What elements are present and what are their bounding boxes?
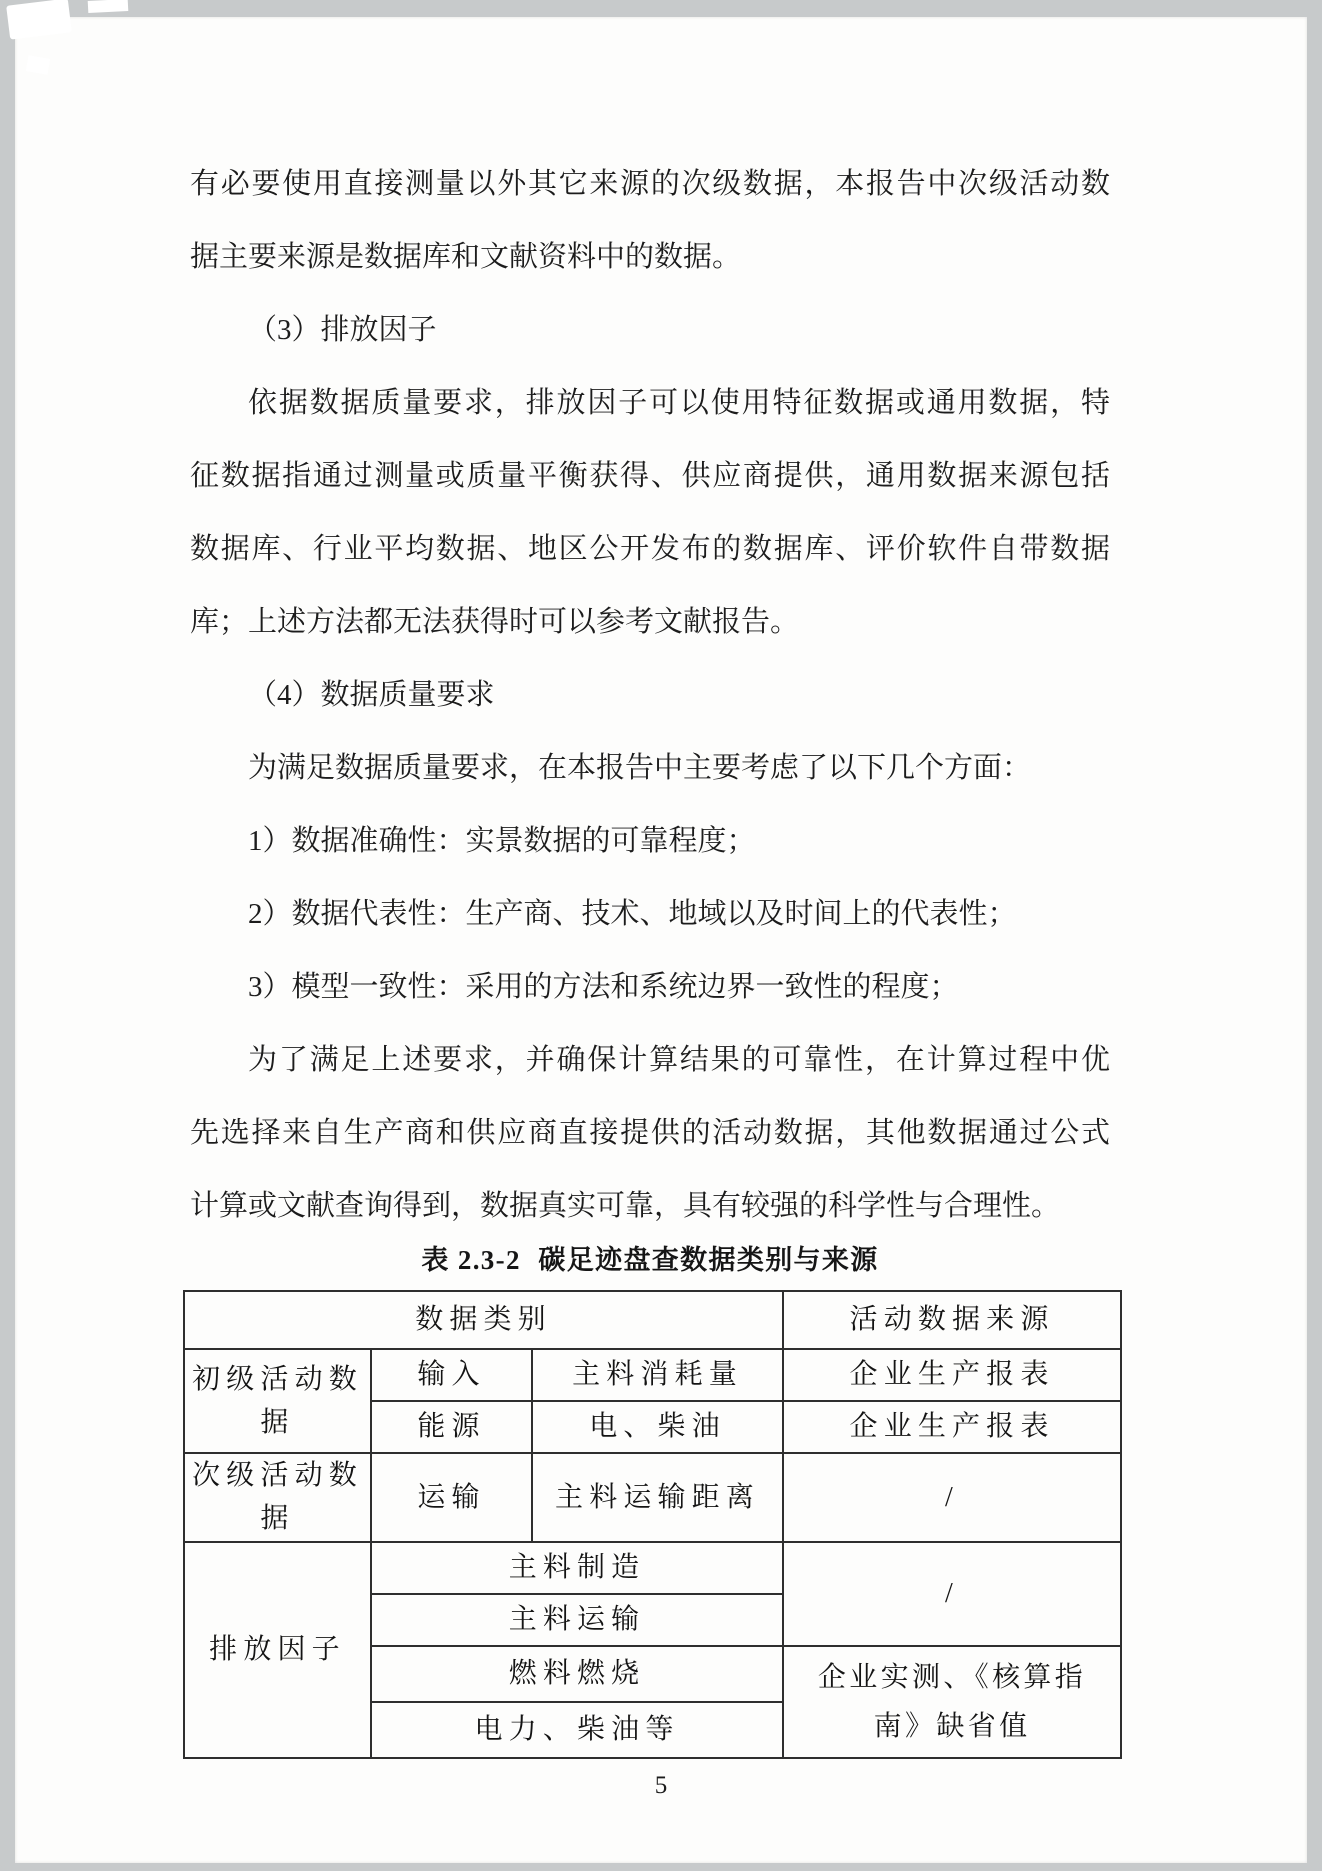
list-item: 1）数据准确性：实景数据的可靠程度； (248, 825, 756, 857)
text-line: 依据数据质量要求，排放因子可以使用特征数据或通用数据，特 (248, 387, 1110, 419)
text-line: 为满足数据质量要求，在本报告中主要考虑了以下几个方面： (248, 752, 1032, 784)
cell-main-material-transport: 主料运输 (371, 1594, 783, 1646)
table-header-source: 活动数据来源 (783, 1291, 1121, 1349)
cell-main-material-distance: 主料运输距离 (532, 1453, 783, 1542)
cell-secondary-activity-data: 次级活动数据 (184, 1453, 371, 1542)
cell-energy: 能源 (371, 1401, 532, 1453)
cell-electricity-diesel-etc: 电力、柴油等 (371, 1702, 783, 1758)
data-source-table (183, 1290, 1122, 1759)
text-line: 先选择来自生产商和供应商直接提供的活动数据，其他数据通过公式 (190, 1117, 1110, 1149)
section-heading: （4）数据质量要求 (248, 679, 495, 711)
cell-electricity-diesel: 电、柴油 (532, 1401, 783, 1453)
cell-ef-mt-source: / (783, 1542, 1121, 1646)
cell-energy-source: 企业生产报表 (783, 1401, 1121, 1453)
cell-main-material-manufacture: 主料制造 (371, 1542, 783, 1594)
table-caption (190, 1238, 1110, 1277)
cell-ef-fp-source: 企业实测、《核算指南》缺省值 (783, 1646, 1121, 1758)
cell-transport-source: / (783, 1453, 1121, 1542)
body-text (190, 148, 1110, 1243)
cell-transport: 运输 (371, 1453, 532, 1542)
cell-input-source: 企业生产报表 (783, 1349, 1121, 1401)
text-line: 有必要使用直接测量以外其它来源的次级数据，本报告中次级活动数 (190, 168, 1110, 200)
table-caption-title: 碳足迹盘查数据类别与来源 (538, 1245, 879, 1275)
list-item: 2）数据代表性：生产商、技术、地域以及时间上的代表性； (248, 898, 1017, 930)
list-item: 3）模型一致性：采用的方法和系统边界一致性的程度； (248, 971, 959, 1003)
page-number: 5 (654, 1772, 668, 1799)
text-line: 据主要来源是数据库和文献资料中的数据。 (190, 241, 742, 273)
cell-fuel-combustion: 燃料燃烧 (371, 1646, 783, 1702)
text-line: 征数据指通过测量或质量平衡获得、供应商提供，通用数据来源包括 (190, 460, 1110, 492)
text-line: 为了满足上述要求，并确保计算结果的可靠性，在计算过程中优 (248, 1044, 1110, 1076)
cell-main-material-consumption: 主料消耗量 (532, 1349, 783, 1401)
cell-primary-activity-data: 初级活动数据 (184, 1349, 371, 1453)
text-line: 库；上述方法都无法获得时可以参考文献报告。 (190, 606, 800, 638)
text-line: 数据库、行业平均数据、地区公开发布的数据库、评价软件自带数据 (190, 533, 1110, 565)
cell-emission-factor: 排放因子 (184, 1542, 371, 1758)
scan-artifact (88, 0, 129, 13)
section-heading: （3）排放因子 (248, 314, 437, 346)
cell-input: 输入 (371, 1349, 532, 1401)
table-header-category: 数据类别 (184, 1291, 783, 1349)
text-line: 计算或文献查询得到，数据真实可靠，具有较强的科学性与合理性。 (190, 1190, 1061, 1222)
table-caption-label: 表 2.3-2 (421, 1245, 521, 1275)
